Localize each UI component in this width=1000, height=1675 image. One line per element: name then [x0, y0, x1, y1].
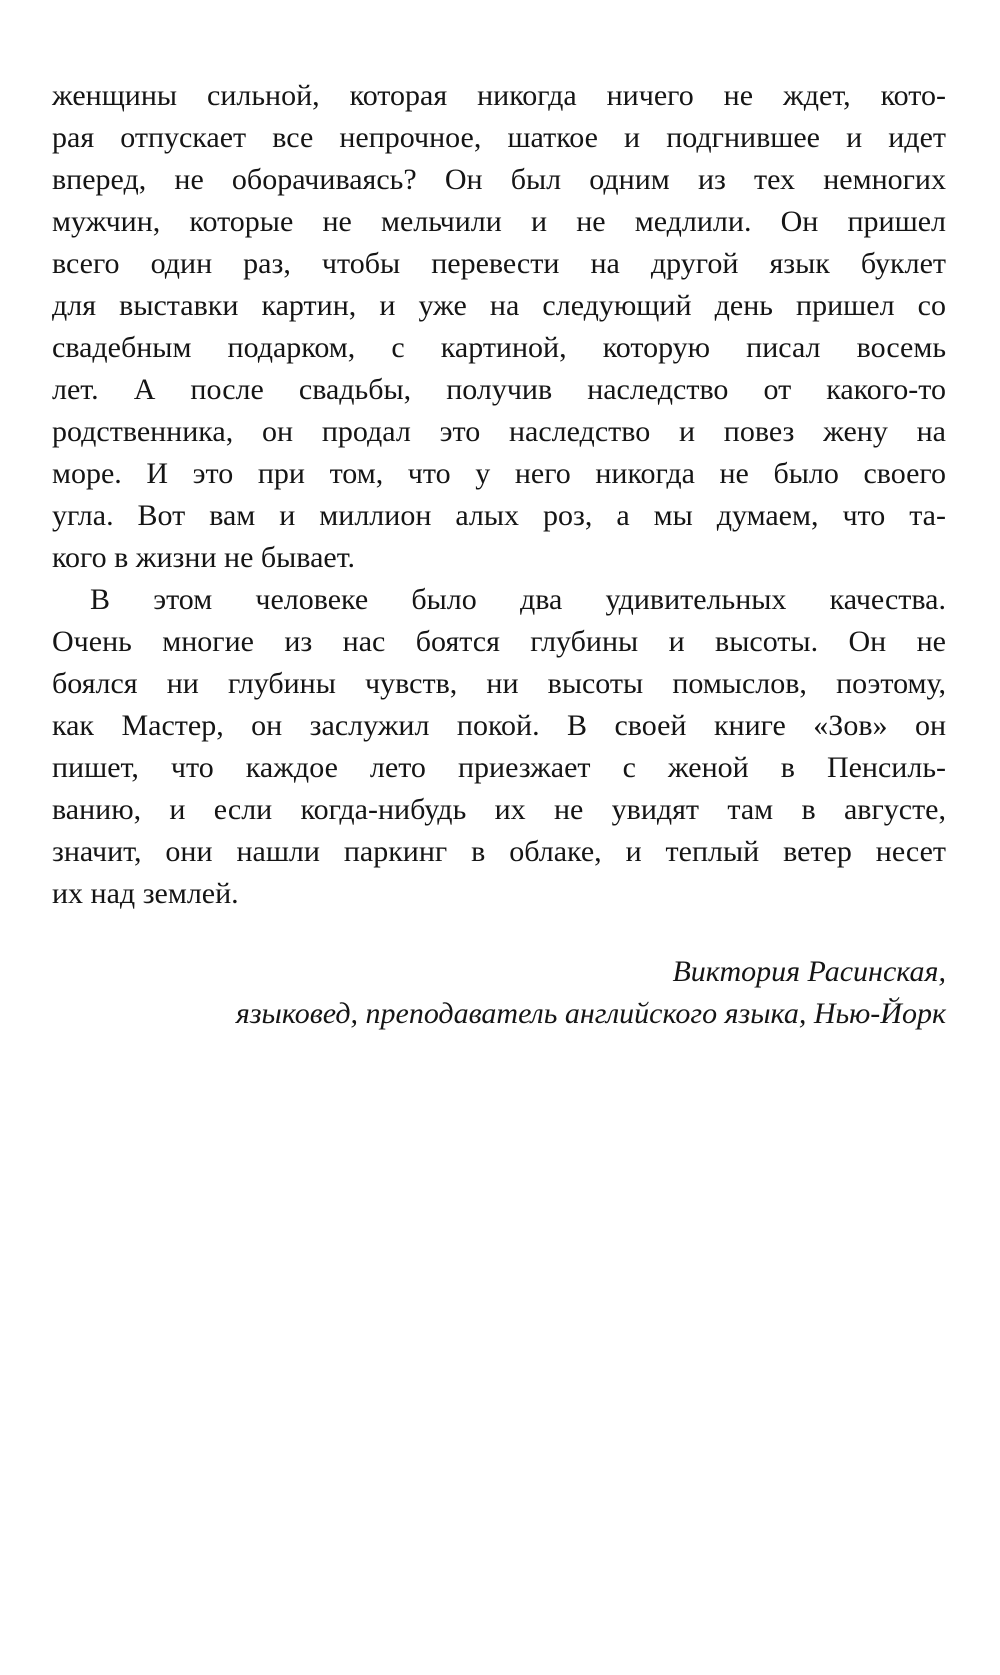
text-line: всего один раз, чтобы перевести на другой язык буклет — [52, 247, 946, 280]
text-line: В этом человеке было два удивительных качества. — [90, 583, 946, 616]
signature-line: языковед, преподаватель английского языка, Нью-Йорк — [235, 997, 946, 1030]
text-line: значит, они нашли паркинг в облаке, и теплый ветер несет — [52, 835, 946, 868]
signature — [52, 951, 946, 1035]
text-line: свадебным подарком, с картиной, которую писал восемь — [52, 331, 946, 364]
text-line: родственника, он продал это наследство и повез жену на — [52, 415, 946, 448]
text-line: ванию, и если когда-нибудь их не увидят там в августе, — [52, 793, 946, 826]
text-line: для выставки картин, и уже на следующий день пришел со — [52, 289, 946, 322]
text-line: рая отпускает все непрочное, шаткое и подгнившее и идет — [52, 121, 946, 154]
text-line: Очень многие из нас боятся глубины и высоты. Он не — [52, 625, 946, 658]
paragraph — [52, 579, 946, 915]
body-text — [52, 75, 946, 915]
text-line: вперед, не оборачиваясь? Он был одним из тех немногих — [52, 163, 946, 196]
text-line: пишет, что каждое лето приезжает с женой в Пенсиль- — [52, 751, 946, 784]
signature-line: Виктория Расинская, — [672, 955, 946, 988]
text-line: море. И это при том, что у него никогда не было своего — [52, 457, 946, 490]
text-line: женщины сильной, которая никогда ничего не ждет, кото- — [52, 79, 946, 112]
paragraph — [52, 75, 946, 579]
text-line: лет. А после свадьбы, получив наследство от какого-то — [52, 373, 946, 406]
text-line: кого в жизни не бывает. — [52, 541, 356, 574]
text-line: боялся ни глубины чувств, ни высоты помыслов, поэтому, — [52, 667, 946, 700]
text-line: угла. Вот вам и миллион алых роз, а мы думаем, что та- — [52, 499, 946, 532]
text-line: мужчин, которые не мельчили и не медлили. Он пришел — [52, 205, 946, 238]
text-line: как Мастер, он заслужил покой. В своей книге «Зов» он — [52, 709, 946, 742]
text-line: их над землей. — [52, 877, 239, 910]
